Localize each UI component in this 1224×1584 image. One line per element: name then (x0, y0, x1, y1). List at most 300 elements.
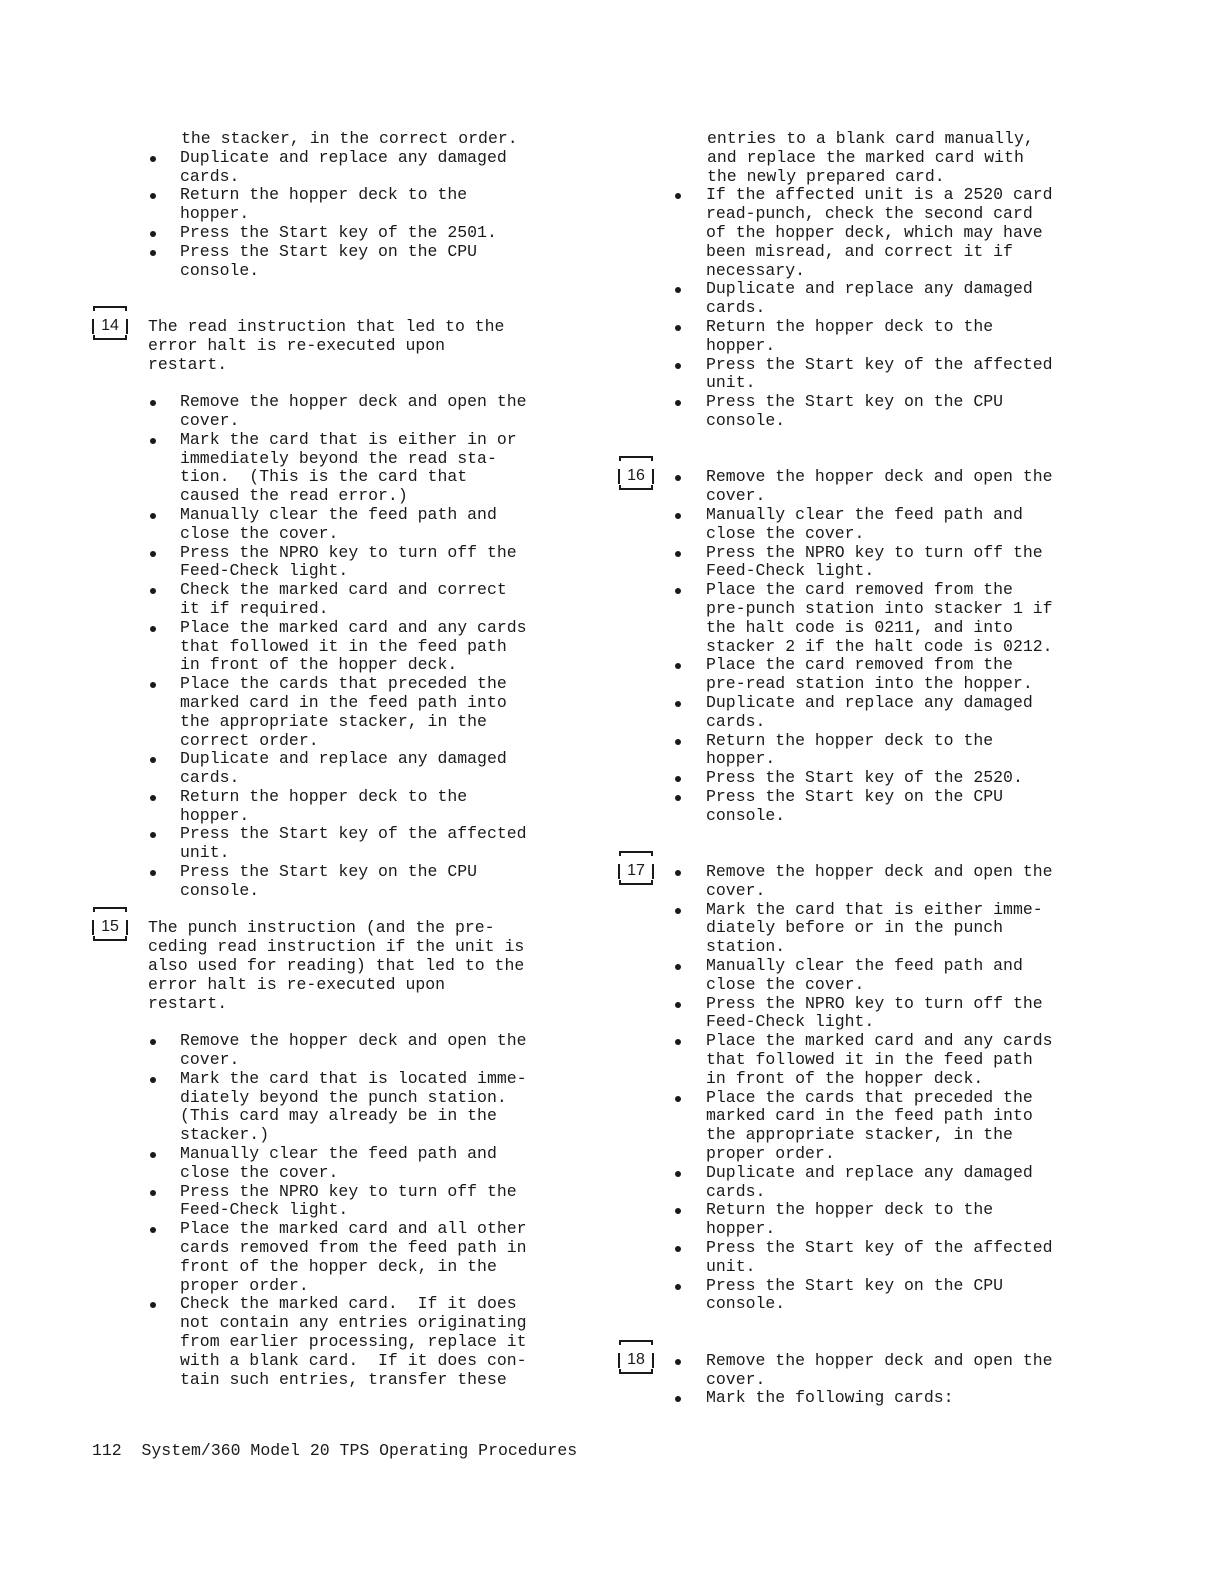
bullet-icon (150, 400, 156, 406)
bullet-icon (150, 551, 156, 557)
bullet-icon (150, 1302, 156, 1308)
text-line: hopper. (706, 749, 776, 769)
text-line: Duplicate and replace any damaged (180, 147, 507, 167)
text-line: Manually clear the feed path and (706, 504, 1023, 524)
step-number: 16 (618, 467, 654, 485)
list-item (92, 431, 612, 506)
bullet-icon (675, 795, 681, 801)
spacer (92, 280, 612, 299)
text-block (180, 675, 612, 750)
section-14 (92, 318, 612, 374)
text-line: cards removed from the feed path in (180, 1238, 527, 1258)
text-line: Check the marked card and correct (180, 580, 507, 600)
spacer (92, 299, 612, 318)
text-line: Press the Start key on the CPU (180, 241, 478, 261)
text-line: ceding read instruction if the unit is (148, 937, 525, 957)
text-line: console. (706, 805, 786, 825)
text-block (706, 1201, 1138, 1239)
text-block (706, 901, 1138, 957)
text-line: stacker.) (180, 1125, 270, 1145)
section-15-list (92, 1032, 612, 1389)
list-item (618, 863, 1138, 901)
text-block (180, 243, 612, 281)
spacer (92, 1013, 612, 1032)
text-line: Press the Start key on the CPU (706, 392, 1004, 412)
text-line: not contain any entries originating (180, 1313, 527, 1333)
text-block (180, 149, 612, 187)
list-item (92, 750, 612, 788)
text-block (706, 1277, 1138, 1315)
text-line: Duplicate and replace any damaged (706, 692, 1033, 712)
text-line: in front of the hopper deck. (706, 1068, 984, 1088)
spacer (92, 901, 612, 920)
text-line: Return the hopper deck to the (706, 316, 994, 336)
page-footer: 112 System/360 Model 20 TPS Operating Procedures (92, 1441, 578, 1460)
text-block (706, 1032, 1138, 1088)
list-item (618, 186, 1138, 280)
text-line: Press the Start key on the CPU (706, 786, 1004, 806)
text-block (706, 694, 1138, 732)
text-line: diately before or in the punch (706, 918, 1004, 938)
text-line: Press the Start key of the affected (706, 1238, 1053, 1258)
list-item (618, 769, 1138, 788)
text-line: entries to a blank card manually, (707, 129, 1034, 148)
text-line: necessary. (706, 260, 806, 280)
text-block (148, 318, 612, 374)
continued-text (181, 130, 612, 149)
section-18 (618, 1352, 1138, 1408)
section-14-list (92, 393, 612, 901)
text-block (706, 1239, 1138, 1277)
text-block (180, 750, 612, 788)
list-item (92, 393, 612, 431)
bullet-icon (675, 964, 681, 970)
bullet-icon (675, 325, 681, 331)
text-block (706, 995, 1138, 1033)
bullet-icon (675, 363, 681, 369)
bullet-icon (150, 156, 156, 162)
text-block (706, 280, 1138, 318)
text-line: Remove the hopper deck and open the (706, 862, 1053, 882)
text-line: hopper. (180, 805, 250, 825)
text-line: The read instruction that led to the (148, 316, 505, 336)
text-line: Place the cards that preceded the (706, 1087, 1033, 1107)
text-line: caused the read error.) (180, 486, 408, 506)
section-17 (618, 863, 1138, 1314)
text-line: cards. (706, 1181, 766, 1201)
text-block (180, 186, 612, 224)
list-item (618, 468, 1138, 506)
text-line: Place the marked card and any cards (706, 1031, 1053, 1051)
bullet-icon (150, 231, 156, 237)
text-line: the appropriate stacker, in the (706, 1125, 1013, 1145)
text-line: Press the Start key of the affected (706, 354, 1053, 374)
bullet-icon (675, 663, 681, 669)
bullet-icon (150, 626, 156, 632)
list-item (618, 656, 1138, 694)
step-number: 18 (618, 1351, 654, 1369)
text-line: console. (706, 410, 786, 430)
spacer (618, 825, 1138, 844)
text-line: the appropriate stacker, in the (180, 711, 487, 731)
bullet-icon (675, 1208, 681, 1214)
text-line: Feed-Check light. (706, 1012, 875, 1032)
bullet-icon (150, 1227, 156, 1233)
spacer (618, 1333, 1138, 1352)
list-item (618, 957, 1138, 995)
text-block (180, 506, 612, 544)
text-line: pre-read station into the hopper. (706, 674, 1033, 694)
text-line: tion. (This is the card that (180, 467, 468, 487)
text-line: Press the NPRO key to turn off the (180, 1181, 517, 1201)
list-item (92, 788, 612, 826)
list-item (618, 732, 1138, 770)
left-column (92, 130, 612, 1389)
bullet-icon (150, 870, 156, 876)
bullet-icon (675, 1039, 681, 1045)
text-line: cards. (180, 166, 240, 186)
text-line: also used for reading) that led to the (148, 956, 525, 976)
text-line: Press the Start key on the CPU (706, 1275, 1004, 1295)
text-line: restart. (148, 354, 228, 374)
text-line: proper order. (706, 1144, 835, 1164)
text-line: Place the card removed from the (706, 655, 1013, 675)
text-block (180, 1295, 612, 1389)
text-line: and replace the marked card with (707, 147, 1024, 167)
text-block (706, 769, 1138, 788)
text-block (706, 1352, 1138, 1390)
list-item (92, 544, 612, 582)
bullet-icon (675, 588, 681, 594)
text-block (706, 506, 1138, 544)
list-item (92, 1070, 612, 1145)
text-block (180, 224, 612, 243)
list-item (618, 1201, 1138, 1239)
text-line: Mark the card that is located imme- (180, 1068, 527, 1088)
list-item (92, 1032, 612, 1070)
bullet-icon (675, 1096, 681, 1102)
section-15 (92, 919, 612, 1013)
text-line: Feed-Check light. (180, 561, 349, 581)
text-line: diately beyond the punch station. (180, 1087, 507, 1107)
text-line: correct order. (180, 730, 319, 750)
text-line: cover. (180, 410, 240, 430)
list-item (92, 1183, 612, 1221)
text-line: Check the marked card. If it does (180, 1294, 517, 1314)
list-item (92, 243, 612, 281)
text-line: marked card in the feed path into (706, 1106, 1033, 1126)
text-line: from earlier processing, replace it (180, 1332, 527, 1351)
bullet-icon (150, 1152, 156, 1158)
text-line: console. (706, 1294, 786, 1314)
bullet-icon (675, 513, 681, 519)
text-line: close the cover. (706, 974, 865, 994)
text-line: Return the hopper deck to the (180, 185, 468, 205)
bullet-icon (150, 1190, 156, 1196)
box-top-bracket (619, 851, 653, 853)
text-line: unit. (706, 1256, 756, 1276)
spacer (618, 450, 1138, 469)
text-block (706, 863, 1138, 901)
list-item (618, 280, 1138, 318)
box-top-bracket (619, 1340, 653, 1342)
text-line: error halt is re-executed upon (148, 335, 446, 355)
text-line: in front of the hopper deck. (180, 655, 458, 675)
box-bottom-bracket (93, 338, 127, 340)
text-line: Place the cards that preceded the (180, 674, 507, 694)
bullet-icon (675, 701, 681, 707)
list-item (618, 995, 1138, 1033)
text-line: hopper. (180, 204, 250, 224)
bullet-icon (150, 250, 156, 256)
text-block (706, 1164, 1138, 1202)
text-line: front of the hopper deck, in the (180, 1256, 497, 1276)
text-line: Manually clear the feed path and (180, 1144, 497, 1164)
text-line: Feed-Check light. (706, 561, 875, 581)
bullet-icon (675, 776, 681, 782)
text-block (706, 957, 1138, 995)
text-block (706, 356, 1138, 394)
text-line: Remove the hopper deck and open the (180, 392, 527, 412)
bullet-icon (675, 1396, 681, 1402)
step-number-box (92, 907, 132, 945)
text-block (706, 318, 1138, 356)
list-item (618, 1089, 1138, 1164)
text-line: it if required. (180, 598, 329, 618)
text-line: Remove the hopper deck and open the (706, 467, 1053, 487)
text-line: console. (180, 260, 260, 280)
text-line: Duplicate and replace any damaged (706, 1162, 1033, 1182)
text-line: Place the marked card and all other (180, 1219, 527, 1239)
text-line: station. (706, 937, 786, 957)
text-line: of the hopper deck, which may have (706, 222, 1043, 242)
bullet-icon (675, 551, 681, 557)
text-block (180, 825, 612, 863)
bullet-icon (675, 739, 681, 745)
text-line: (This card may already be in the (180, 1106, 497, 1126)
text-line: pre-punch station into stacker 1 if (706, 598, 1053, 618)
text-block (180, 393, 612, 431)
text-block (180, 1070, 612, 1145)
text-line: Press the NPRO key to turn off the (706, 542, 1043, 562)
bullet-icon (150, 438, 156, 444)
bullet-icon (675, 193, 681, 199)
text-line: cover. (706, 1369, 766, 1389)
list-item (618, 544, 1138, 582)
continued-text (707, 130, 1138, 186)
list-item (618, 1239, 1138, 1277)
bullet-icon (150, 1077, 156, 1083)
text-block (706, 581, 1138, 656)
text-line: cards. (706, 298, 766, 318)
text-block (706, 656, 1138, 694)
bullet-icon (150, 795, 156, 801)
text-line: Mark the following cards: (706, 1388, 954, 1408)
text-line: the stacker, in the correct order. (181, 129, 518, 148)
box-top-bracket (93, 306, 127, 308)
text-line: Mark the card that is either imme- (706, 899, 1043, 919)
text-line: proper order. (180, 1275, 309, 1295)
text-line: close the cover. (180, 1162, 339, 1182)
text-line: stacker 2 if the halt code is 0212. (706, 636, 1053, 656)
bullet-icon (675, 400, 681, 406)
text-line: close the cover. (706, 523, 865, 543)
list-item (92, 186, 612, 224)
step-number: 17 (618, 862, 654, 880)
list-item (92, 581, 612, 619)
bullet-icon (675, 1246, 681, 1252)
text-line: hopper. (706, 335, 776, 355)
text-line: Place the marked card and any cards (180, 617, 527, 637)
box-top-bracket (619, 456, 653, 458)
text-line: Press the Start key of the affected (180, 824, 527, 844)
text-line: The punch instruction (and the pre- (148, 918, 495, 938)
list-item (92, 1220, 612, 1295)
step-number: 15 (92, 918, 128, 936)
spacer (92, 374, 612, 393)
list-item (92, 675, 612, 750)
text-line: with a blank card. If it does con- (180, 1350, 527, 1370)
list-item (618, 694, 1138, 732)
text-block (180, 863, 612, 901)
spacer (618, 844, 1138, 863)
bullet-icon (675, 870, 681, 876)
text-line: error halt is re-executed upon (148, 974, 446, 994)
list-item (618, 1352, 1138, 1390)
bullet-icon (150, 832, 156, 838)
list-item (92, 863, 612, 901)
text-line: Duplicate and replace any damaged (706, 279, 1033, 299)
text-line: Place the card removed from the (706, 580, 1013, 600)
text-block (706, 732, 1138, 770)
list-item (618, 581, 1138, 656)
bullet-icon (675, 287, 681, 293)
text-block (180, 1145, 612, 1183)
list-item (618, 1032, 1138, 1088)
list-item (618, 356, 1138, 394)
list-item (92, 825, 612, 863)
text-line: Press the Start key of the 2501. (180, 222, 497, 242)
bullet-icon (675, 908, 681, 914)
box-bottom-bracket (93, 939, 127, 941)
text-line: the newly prepared card. (707, 166, 945, 186)
text-block (706, 1389, 1138, 1408)
text-block (180, 788, 612, 826)
text-block (706, 393, 1138, 431)
spacer (618, 431, 1138, 450)
intro-continuation (92, 130, 612, 280)
text-line: cover. (180, 1050, 240, 1070)
text-block (180, 1183, 612, 1221)
text-line: been misread, and correct it if (706, 241, 1013, 261)
text-line: Remove the hopper deck and open the (706, 1350, 1053, 1370)
list-item (618, 1277, 1138, 1315)
text-block (180, 544, 612, 582)
bullet-icon (675, 475, 681, 481)
bullet-icon (675, 1284, 681, 1290)
bullet-icon (150, 513, 156, 519)
list-item (92, 506, 612, 544)
bullet-icon (675, 1171, 681, 1177)
text-line: cover. (706, 486, 766, 506)
text-line: Press the NPRO key to turn off the (180, 542, 517, 562)
list-item (92, 224, 612, 243)
text-line: immediately beyond the read sta- (180, 448, 497, 468)
text-line: If the affected unit is a 2520 card (706, 185, 1053, 205)
text-line: unit. (706, 373, 756, 393)
text-line: cards. (706, 711, 766, 731)
bullet-icon (150, 757, 156, 763)
text-block (706, 186, 1138, 280)
text-line: Return the hopper deck to the (706, 1200, 994, 1220)
text-line: Press the NPRO key to turn off the (706, 993, 1043, 1013)
text-line: tain such entries, transfer these (180, 1369, 507, 1389)
text-line: marked card in the feed path into (180, 692, 507, 712)
text-line: Return the hopper deck to the (180, 786, 468, 806)
text-line: restart. (148, 993, 228, 1013)
bullet-icon (675, 1359, 681, 1365)
text-block (706, 788, 1138, 826)
bullet-icon (150, 193, 156, 199)
text-line: Duplicate and replace any damaged (180, 749, 507, 769)
text-line: Mark the card that is either in or (180, 429, 517, 449)
text-line: read-punch, check the second card (706, 204, 1033, 224)
bullet-icon (675, 1002, 681, 1008)
bullet-icon (150, 682, 156, 688)
list-item (618, 393, 1138, 431)
list-item (618, 1164, 1138, 1202)
text-line: Feed-Check light. (180, 1200, 349, 1220)
bullet-icon (150, 588, 156, 594)
list-item (92, 149, 612, 187)
text-line: cover. (706, 880, 766, 900)
text-line: that followed it in the feed path (180, 636, 507, 656)
text-block (706, 1089, 1138, 1164)
text-block (180, 1032, 612, 1070)
list-item (92, 1145, 612, 1183)
list-item (618, 901, 1138, 957)
list-item (618, 318, 1138, 356)
text-line: close the cover. (180, 523, 339, 543)
text-line: console. (180, 880, 260, 900)
list-item (618, 788, 1138, 826)
text-block (180, 431, 612, 506)
text-block (706, 544, 1138, 582)
text-line: unit. (180, 843, 230, 863)
step-number-box (92, 306, 132, 344)
text-line: the halt code is 0211, and into (706, 617, 1013, 637)
step-number: 14 (92, 317, 128, 335)
text-block (180, 1220, 612, 1295)
section-16 (618, 468, 1138, 825)
text-block (148, 919, 612, 1013)
box-top-bracket (93, 907, 127, 909)
list-item (618, 506, 1138, 544)
text-line: Manually clear the feed path and (180, 504, 497, 524)
text-line: Press the Start key of the 2520. (706, 768, 1023, 788)
text-block (180, 581, 612, 619)
text-line: hopper. (706, 1219, 776, 1239)
text-block (180, 619, 612, 675)
list-item (92, 1295, 612, 1389)
text-line: Press the Start key on the CPU (180, 862, 478, 882)
text-line: Manually clear the feed path and (706, 956, 1023, 976)
text-line: that followed it in the feed path (706, 1050, 1033, 1070)
text-block (706, 468, 1138, 506)
right-column (618, 130, 1138, 1408)
spacer (618, 1314, 1138, 1333)
list-item (618, 1389, 1138, 1408)
